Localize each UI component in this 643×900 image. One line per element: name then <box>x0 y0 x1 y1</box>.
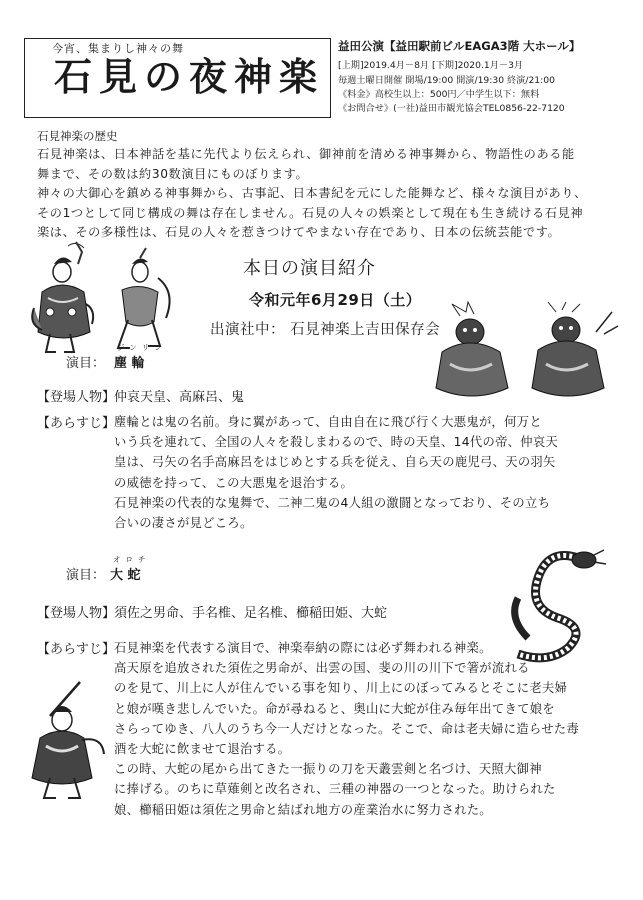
synopsis-line: 高天原を追放された須佐之男命が、出雲の国、斐の川の川下で箸が流れる <box>114 661 530 676</box>
synopsis-label: 【あらすじ】 <box>37 642 116 657</box>
synopsis-line: 石見神楽を代表する演目で、神楽奉納の際には必ず舞われる神楽。 <box>114 641 492 655</box>
act-name-ruby: オロチ <box>113 555 151 564</box>
characters-list: 仲哀天皇、高麻呂、鬼 <box>114 390 245 405</box>
synopsis-line: 酒を大蛇に飲ませて退治する。 <box>114 742 291 757</box>
synopsis-line: 合いの凄さが見どころ。 <box>114 516 253 531</box>
act-name-ruby: ジンリン <box>117 343 167 352</box>
history-heading: 石見神楽の歴史 <box>37 129 118 143</box>
synopsis-text <box>114 412 614 533</box>
synopsis-text <box>114 638 614 820</box>
contact-info: 《お問合せ》(一社)益田市観光協会TEL0856-22-7120 <box>338 103 565 114</box>
program-title: 本日の演目紹介 <box>243 258 376 279</box>
demon-dancers-illustration <box>430 302 618 402</box>
act-name: 塵 輪 <box>114 356 145 371</box>
synopsis-line: のを見て、川上に人が住んでいる事を知り、川上にのぼってみるとそこに老夫婦 <box>114 681 568 696</box>
program-date: 令和元年6月29日（土） <box>249 291 422 309</box>
hours-info: 毎週土曜日開催 開場/19:00 開演/19:30 終演/21:00 <box>338 75 555 86</box>
history-line: 石見神楽は、日本神話を基に先代より伝えられ、御神前を清める神事舞から、物語性のある能 <box>37 147 575 161</box>
performing-troupe: 出演社中： 石見神楽上吉田保存会 <box>210 322 441 338</box>
synopsis-line: 娘、櫛稲田姫は須佐之男命と結ばれ地方の産業治水に努力された。 <box>114 802 492 817</box>
fee-info: 《料金》高校生以上：500円／中学生以下：無料 <box>338 89 540 100</box>
synopsis-line: 石見神楽の代表的な鬼舞で、二神二鬼の4人組の激闘となっており、その立ち <box>114 495 551 510</box>
tagline: 今宵、集まりし神々の舞 <box>52 42 184 55</box>
act-label: 演目： <box>66 568 106 583</box>
history-line: その1つとして同じ構成の舞は存在しません。石見の人々の娯楽として現在も生き続ける石見神 <box>37 205 584 220</box>
venue-info: 益田公演【益田駅前ビルEAGA3階 大ホール】 <box>338 39 581 53</box>
synopsis-line: と娘が嘆き悲しんでいた。命が尋ねると、奥山に大蛇が住み毎年出てきて娘を <box>114 701 555 716</box>
synopsis-label: 【あらすじ】 <box>37 416 116 431</box>
history-line: 神々の大御心を鎮める神事舞から、古事記、日本書紀を元にした能舞など、様々な演目があり、 <box>37 186 587 201</box>
synopsis-line: いう兵を連れて、全国の人々を殺しまわるので、時の天皇、14代の帝、仲哀天 <box>114 435 559 450</box>
act-label: 演目： <box>66 356 106 371</box>
synopsis-line: 皇は、弓矢の名手高麻呂をはじめとする兵を従え、自ら天の鹿児弓、天の羽矢 <box>114 455 556 470</box>
synopsis-line: の威徳を持って、この大悪鬼を退治する。 <box>114 475 354 490</box>
serpent-illustration <box>498 548 608 644</box>
synopsis-line: 塵輪とは鬼の名前。身に翼があって、自由自在に飛び行く大悪鬼が，何万と <box>114 415 542 429</box>
history-line: 舞まで、その数は約30数演目にものぼります。 <box>37 166 309 181</box>
main-title: 石見の夜神楽 <box>54 54 325 99</box>
characters-list: 須佐之男命、手名椎、足名椎、櫛稲田姫、大蛇 <box>114 606 388 621</box>
act-name: 大 蛇 <box>110 568 141 583</box>
history-line: 楽は、その多様性は、石見の人々を惹きつけてやまない存在であり、日本の伝統芸能です。 <box>37 225 561 240</box>
schedule-info: [上期]2019.4月－8月 [下期]2020.1月－3月 <box>338 60 524 71</box>
history-body <box>37 145 617 243</box>
synopsis-line: この時、大蛇の尾から出てきた一振りの刀を天叢雲剣と名づけ、天照大御神 <box>114 762 542 777</box>
characters-label: 【登場人物】 <box>37 606 116 621</box>
characters-label: 【登場人物】 <box>37 390 116 405</box>
synopsis-line: さらってゆき、八人のうち今一人だけとなった。そこで、命は老夫婦に造らせた毒 <box>114 721 579 736</box>
synopsis-line: に捧げる。のちに草薙剣と改名され、三種の神器の一つとなった。助けられた <box>114 782 556 797</box>
susanoo-dancer-illustration <box>22 680 108 802</box>
